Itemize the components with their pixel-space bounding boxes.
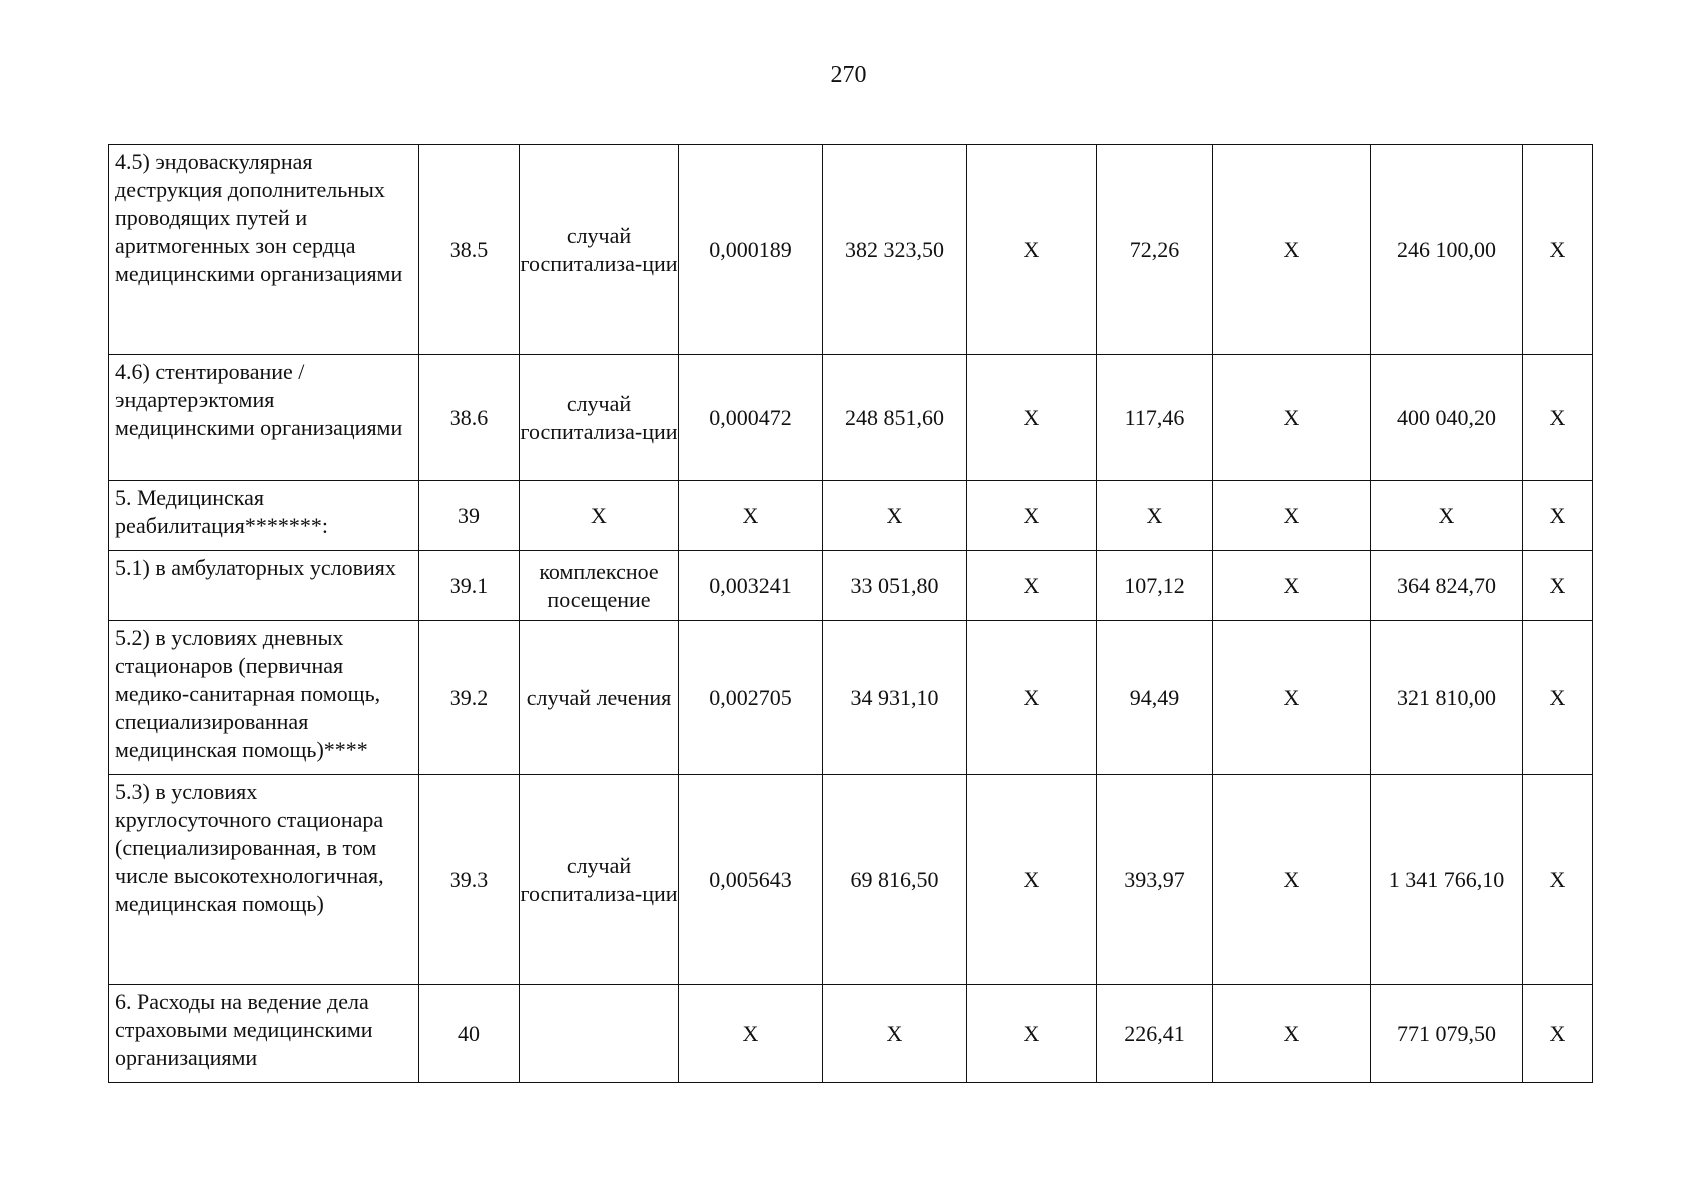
- row-value: X: [1523, 621, 1593, 775]
- row-value: 246 100,00: [1371, 145, 1523, 355]
- row-value: X: [1097, 481, 1213, 551]
- row-value: 0,002705: [679, 621, 823, 775]
- row-value: X: [1213, 145, 1371, 355]
- row-value: X: [967, 481, 1097, 551]
- row-value: X: [1213, 621, 1371, 775]
- row-unit: случай госпитализа-ции: [520, 355, 679, 481]
- row-value: X: [967, 775, 1097, 985]
- row-unit: случай госпитализа-ции: [520, 775, 679, 985]
- row-name: 5.3) в условиях круглосуточного стационара (специализированная, в том числе высокотехнологичная, медицинская помощь): [109, 775, 419, 985]
- row-value: 1 341 766,10: [1371, 775, 1523, 985]
- row-value: X: [967, 145, 1097, 355]
- row-value: X: [967, 621, 1097, 775]
- row-value: X: [1523, 775, 1593, 985]
- table-row: [109, 551, 1593, 621]
- row-value: 321 810,00: [1371, 621, 1523, 775]
- row-name: 5.1) в амбулаторных условиях: [109, 551, 419, 621]
- row-value: X: [967, 551, 1097, 621]
- row-value: X: [1523, 985, 1593, 1083]
- row-value: 0,000472: [679, 355, 823, 481]
- row-value: 400 040,20: [1371, 355, 1523, 481]
- row-value: X: [1523, 551, 1593, 621]
- row-value: 94,49: [1097, 621, 1213, 775]
- row-value: 248 851,60: [823, 355, 967, 481]
- row-unit: X: [520, 481, 679, 551]
- row-value: X: [1213, 775, 1371, 985]
- row-value: X: [1371, 481, 1523, 551]
- row-unit: комплексное посещение: [520, 551, 679, 621]
- row-code: 39.1: [419, 551, 520, 621]
- row-unit: случай госпитализа-ции: [520, 145, 679, 355]
- row-code: 38.6: [419, 355, 520, 481]
- row-value: 382 323,50: [823, 145, 967, 355]
- row-value: X: [1213, 481, 1371, 551]
- row-value: X: [1523, 481, 1593, 551]
- row-value: 72,26: [1097, 145, 1213, 355]
- table-row: [109, 985, 1593, 1083]
- row-value: 117,46: [1097, 355, 1213, 481]
- row-name: 6. Расходы на ведение дела страховыми медицинскими организациями: [109, 985, 419, 1083]
- row-value: X: [1213, 985, 1371, 1083]
- row-value: 34 931,10: [823, 621, 967, 775]
- row-unit: случай лечения: [520, 621, 679, 775]
- row-value: X: [823, 481, 967, 551]
- row-value: 0,005643: [679, 775, 823, 985]
- row-value: 226,41: [1097, 985, 1213, 1083]
- data-table: [108, 144, 1593, 1083]
- row-code: 39: [419, 481, 520, 551]
- row-value: X: [1213, 355, 1371, 481]
- row-value: X: [967, 985, 1097, 1083]
- row-value: 364 824,70: [1371, 551, 1523, 621]
- table-row: [109, 355, 1593, 481]
- row-value: X: [679, 481, 823, 551]
- row-code: 39.2: [419, 621, 520, 775]
- row-value: 393,97: [1097, 775, 1213, 985]
- row-value: 0,003241: [679, 551, 823, 621]
- row-name: 5.2) в условиях дневных стационаров (первичная медико-санитарная помощь, специализированная медицинская помощь)****: [109, 621, 419, 775]
- row-code: 40: [419, 985, 520, 1083]
- row-value: X: [1213, 551, 1371, 621]
- row-value: X: [1523, 355, 1593, 481]
- row-name: 5. Медицинская реабилитация*******:: [109, 481, 419, 551]
- row-unit: [520, 985, 679, 1083]
- row-value: X: [679, 985, 823, 1083]
- page-number: 270: [830, 62, 867, 88]
- row-value: X: [823, 985, 967, 1083]
- row-name: 4.6) стентирование / эндартерэктомия медицинскими организациями: [109, 355, 419, 481]
- table-row: [109, 621, 1593, 775]
- table-row: [109, 145, 1593, 355]
- row-code: 39.3: [419, 775, 520, 985]
- row-value: 107,12: [1097, 551, 1213, 621]
- row-code: 38.5: [419, 145, 520, 355]
- row-value: 69 816,50: [823, 775, 967, 985]
- row-value: X: [967, 355, 1097, 481]
- row-name: 4.5) эндоваскулярная деструкция дополнительных проводящих путей и аритмогенных зон сердца медицинскими организациями: [109, 145, 419, 355]
- row-value: 0,000189: [679, 145, 823, 355]
- row-value: X: [1523, 145, 1593, 355]
- table-row: [109, 775, 1593, 985]
- table-row: [109, 481, 1593, 551]
- row-value: 771 079,50: [1371, 985, 1523, 1083]
- row-value: 33 051,80: [823, 551, 967, 621]
